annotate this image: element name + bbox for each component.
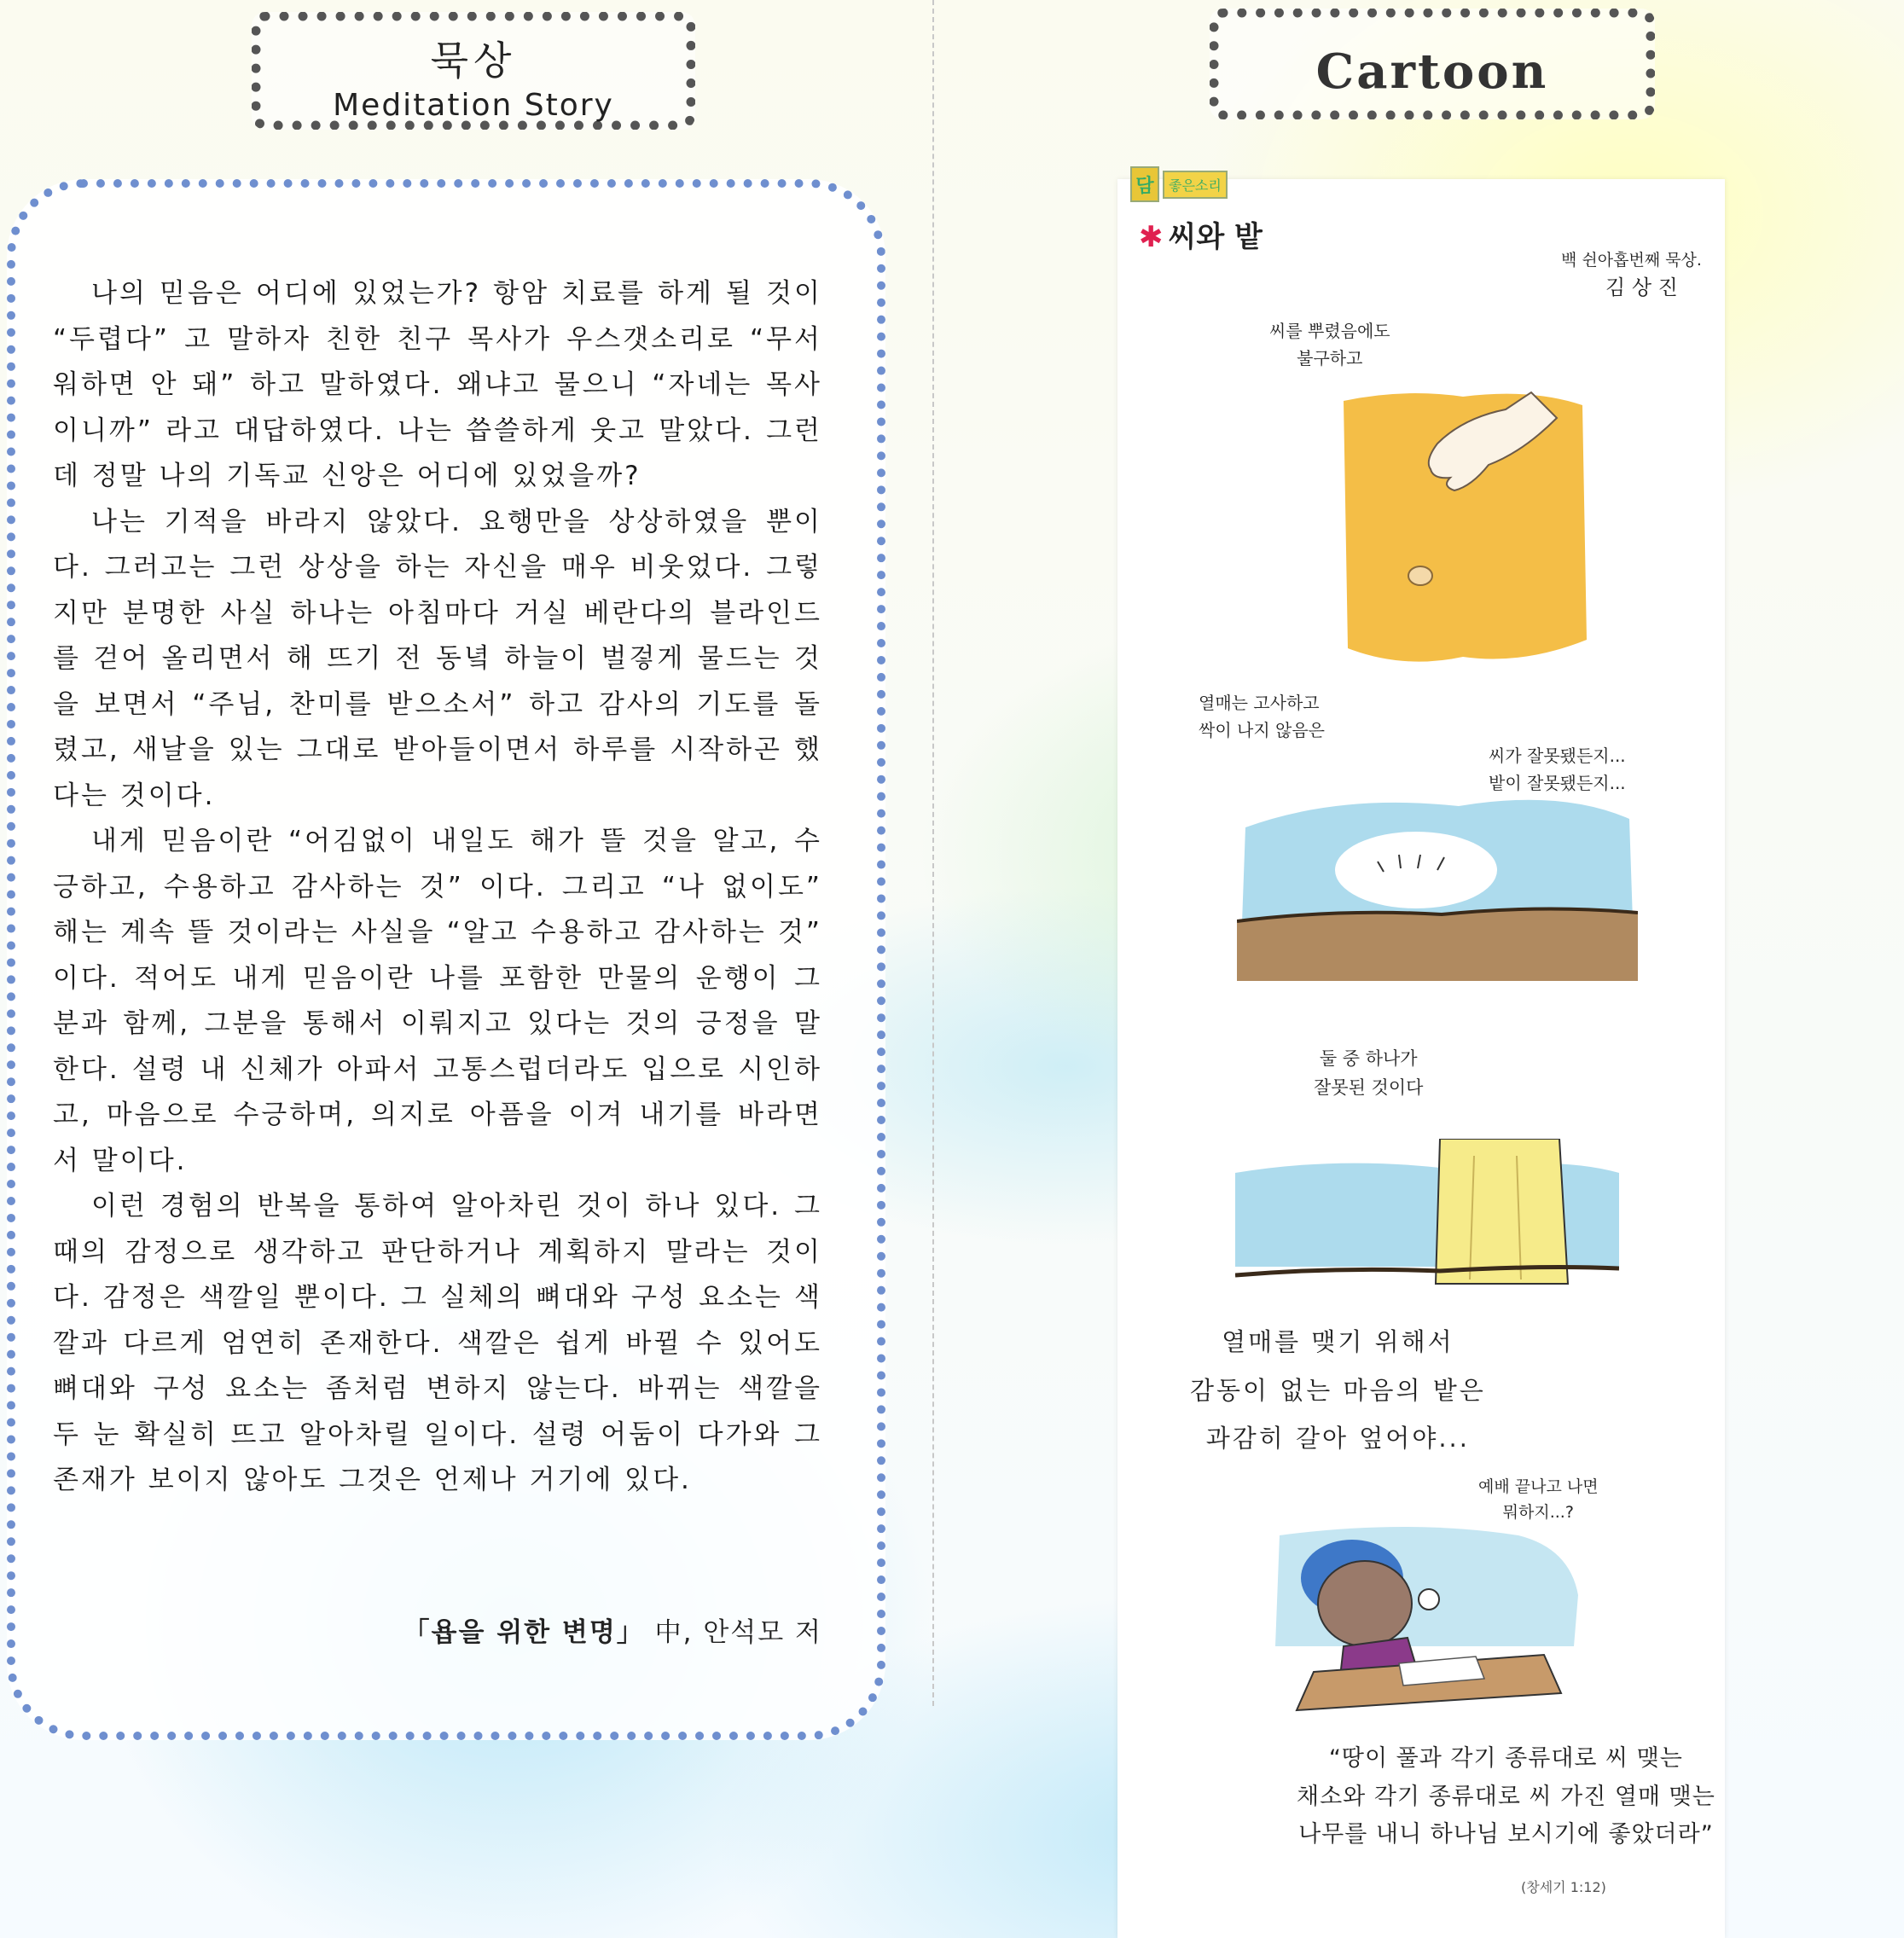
- caption-no-sprout: 열매는 고사하고 싹이 나지 않음은: [1199, 693, 1325, 740]
- story-paragraph: 이런 경험의 반복을 통하여 알아차린 것이 하나 있다. 그때의 감정으로 생각하고 판단하거나 계획하지 말라는 것이다. 감정은 색깔일 뿐이다. 그 실체의 뼈대와 구성 요소는 색깔과 다르게 엄연히 존재한다. 색깔은 쉽게 바뀔 수 있어도 뼈대와 구성 요소는 좀처럼 변하지 않는다. 바뀌는 색깔을 두 눈 확실히 뜨고 알아차릴 일이다. 설령 어둠이 다가와 그 존재가 보이지 않아도 그것은 언제나 거기에 있다.: [53, 1191, 822, 1495]
- fold-line: [932, 0, 934, 1706]
- star-icon: ✱: [1139, 220, 1164, 254]
- story-text: [53, 271, 822, 1504]
- caption-after-worship: 예배 끝나고 나면 뭐하지...?: [1478, 1477, 1599, 1523]
- caption-seed-or-field: 씨가 잘못됐든지... 밭이 잘못됐든지...: [1489, 746, 1626, 793]
- story-source: [53, 1610, 822, 1649]
- author-role: 백 쉰아홉번째 묵상.: [1561, 251, 1702, 270]
- caption-sowing: 씨를 뿌렸음에도 불구하고: [1269, 321, 1390, 368]
- cartoon-title-text: 씨와 밭: [1168, 220, 1263, 254]
- meditation-title-ko: 묵상: [430, 38, 517, 84]
- cartoon-header-title: Cartoon: [1315, 44, 1549, 100]
- caption-plow: 열매를 맺기 위해서 감동이 없는 마음의 밭은 과감히 갈아 엎어야...: [1190, 1327, 1486, 1454]
- cartoon-title: [1139, 213, 1263, 255]
- cartoon-frame-hand: [1335, 384, 1591, 670]
- cartoon-frame-man: [1263, 1510, 1587, 1715]
- story-paragraph: 나의 믿음은 어디에 있었는가? 항암 치료를 하게 될 것이 “두렵다” 고 말하자 친한 친구 목사가 우스갯소리로 “무서워하면 안 돼” 하고 말하였다. 왜냐고 물으니 “자네는 목사이니까” 라고 대답하였다. 나는 씁쓸하게 웃고 말았다. 그런데 정말 나의 기독교 신앙은 어디에 있었을까?: [53, 278, 822, 491]
- cartoon-badge: [1130, 166, 1228, 202]
- author-name: 김 상 진: [1605, 276, 1678, 299]
- cartoon-frame-soil: [1237, 776, 1638, 981]
- source-book: 「욥을 위한 변명」: [403, 1617, 645, 1648]
- cartoon-title-box: [1210, 9, 1655, 119]
- story-paragraph: 내게 믿음이란 “어김없이 내일도 해가 뜰 것을 알고, 수긍하고, 수용하고 감사하는 것” 이다. 그리고 “나 없이도” 해는 계속 뜰 것이라는 사실을 “알고 수용하고 감사하는 것” 이다. 적어도 내게 믿음이란 나를 포함한 만물의 운행이 그분과 함께, 그분을 통해서 이뤄지고 있다는 것의 긍정을 말한다. 설령 내 신체가 아파서 고통스럽더라도 입으로 시인하고, 마음으로 수긍하며, 의지로 아픔을 이겨 내기를 바라면서 말이다.: [53, 826, 822, 1176]
- story-paragraph: 나는 기적을 바라지 않았다. 요행만을 상상하였을 뿐이다. 그러고는 그런 상상을 하는 자신을 매우 비웃었다. 그렇지만 분명한 사실 하나는 아침마다 거실 베란다의 블라인드를 걷어 올리면서 해 뜨기 전 동녘 하늘이 벌겋게 물드는 것을 보면서 “주님, 찬미를 받으소서” 하고 감사의 기도를 돌렸고, 새날을 있는 그대로 받아들이면서 하루를 시작하곤 했다는 것이다.: [53, 506, 822, 811]
- meditation-title-en: Meditation Story: [333, 88, 614, 123]
- caption-one-wrong: 둘 중 하나가 잘못된 것이다: [1314, 1048, 1424, 1098]
- meditation-title-box: [252, 12, 695, 130]
- badge-sub: 좋은소리: [1163, 171, 1228, 199]
- cartoon-frame-robe: [1235, 1139, 1619, 1297]
- source-author: 中, 안석모 저: [654, 1617, 822, 1648]
- bible-verse-reference: (창세기 1:12): [1521, 1879, 1606, 1895]
- bible-verse: “땅이 풀과 각기 종류대로 씨 맺는 채소와 각기 종류대로 씨 가진 열매 맺는 나무를 내니 하나님 보시기에 좋았더라”: [1297, 1745, 1715, 1848]
- badge-main: 담: [1130, 166, 1159, 202]
